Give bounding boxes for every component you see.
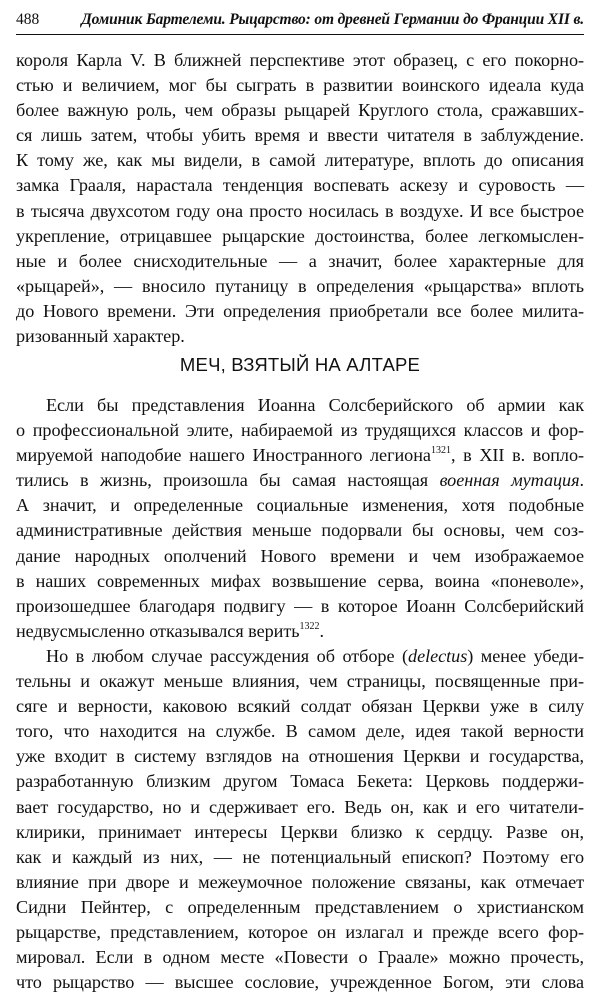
text-fragment: тились в жизнь, произошла бы самая настоящая — [16, 470, 440, 491]
text-line: того, что находится на службе. В самом деле, идея такой верности — [16, 721, 584, 742]
footnote-ref-1322: 1322 — [299, 620, 320, 632]
text-line: сяге и верности, каковою всякий солдат обязан Церкви уже в силу — [16, 696, 584, 717]
text-line: произошедшее благодаря подвигу — в которое Иоанн Солсберийский — [16, 595, 584, 616]
running-head-title: Доминик Бартелеми. Рыцарство: от древней Германии до Франции XII в. — [81, 11, 584, 28]
text-line — [16, 468, 584, 493]
text-line: клирики, принимает интересы Церкви близко к сердцу. Разве он, — [16, 821, 584, 842]
text-line: в тысяча двухсотом году она просто носилась в воздухе. И все быстрое — [16, 200, 584, 221]
section-heading: МЕЧ, ВЗЯТЫЙ НА АЛТАРЕ — [179, 354, 421, 375]
text-fragment: Но в любом случае рассуждения об отборе ( — [46, 646, 409, 666]
text-line: стью и величием, мог бы сыграть в развитии воинского идеала куда — [16, 75, 584, 96]
text-fragment: ) менее убеди- — [467, 646, 585, 666]
text-line: А значит, и определенные социальные изменения, хотя подобные — [16, 495, 584, 516]
text-line: до Нового времени. Эти определения приобретали все более милита- — [16, 300, 584, 321]
running-head — [16, 8, 584, 35]
italic-term: delectus — [408, 646, 468, 666]
text-fragment: . — [579, 470, 585, 491]
text-line: ся лишь затем, чтобы убить время и ввести читателя в заблуждение. — [16, 125, 584, 146]
text-line: дание народных ополчений Нового времени и чем изображаемое — [16, 545, 584, 566]
text-line: уже входит в систему взглядов на отношения Церкви и государства, — [16, 746, 584, 767]
text-line — [16, 443, 584, 468]
text-line: в наших современных мифах возвышение серва, воина «поневоле», — [16, 570, 584, 591]
text-line: как и каждый из них, — не потенциальный епископ? Поэтому его — [16, 846, 584, 867]
text-line: короля Карла V. В ближней перспективе этот образец, с его покорно- — [16, 50, 584, 70]
paragraph-3 — [16, 644, 584, 995]
text-line — [16, 644, 584, 669]
text-line: замка Грааля, нарастала тенденция воспевать аскезу и суровость — — [16, 175, 584, 196]
text-line: о профессиональной элите, набираемой из трудящихся классов и фор- — [16, 420, 584, 441]
text-line: укрепление, отрицавшее рыцарские достоинства, более легкомыслен- — [16, 225, 584, 246]
italic-term: военная мутация — [439, 470, 580, 491]
text-line: что рыцарство — высшее сословие, учрежденное Богом, эти слова — [16, 972, 584, 993]
text-line: мировал. Если в одном месте «Повести о Граале» можно прочесть, — [16, 947, 584, 968]
paragraph-1 — [16, 48, 584, 349]
text-line: рыцарстве, представлением, которое он излагал и прежде всего фор- — [16, 922, 584, 943]
paragraph-2 — [16, 393, 584, 644]
text-line: ные и более снисходительные — а значит, более характерные для — [16, 250, 584, 271]
page-number: 488 — [16, 11, 40, 28]
text-line: К тому же, как мы видели, в самой литературе, вплоть до описания — [16, 150, 584, 171]
text-fragment: мируемой наподобие нашего Иностранного легиона — [16, 445, 431, 466]
text-fragment: недвусмысленно отказывался верить — [16, 620, 300, 641]
text-line: влияние при дворе и межеумочное положение связаны, как отмечает — [16, 871, 584, 892]
text-line: более важную роль, чем образы рыцарей Круглого стола, сражавших- — [16, 100, 584, 121]
text-line: административные действия меньше подорвали бы основы, чем соз- — [16, 520, 584, 541]
text-line: ризованный характер. — [16, 326, 185, 347]
text-fragment: . — [319, 620, 324, 641]
text-line: Если бы представления Иоанна Солсберийского об армии как — [46, 395, 584, 415]
text-line: «рыцарей», — вносило путаницу в определения «рыцарства» вплоть — [16, 275, 584, 296]
text-fragment: , в XII в. вопло- — [450, 445, 585, 466]
text-line — [16, 619, 584, 644]
text-line: вает государство, но и сдерживает его. Ведь он, как и его читатели- — [16, 796, 584, 817]
footnote-ref-1321: 1321 — [430, 445, 451, 457]
text-line: разработанную близким другом Томаса Бекета: Церковь поддержи- — [16, 771, 584, 792]
text-line: тельны и окажут меньше влияния, чем страницы, посвященные при- — [16, 671, 584, 692]
text-line: Сидни Пейнтер, с определенным представлением о христианском — [16, 896, 584, 917]
